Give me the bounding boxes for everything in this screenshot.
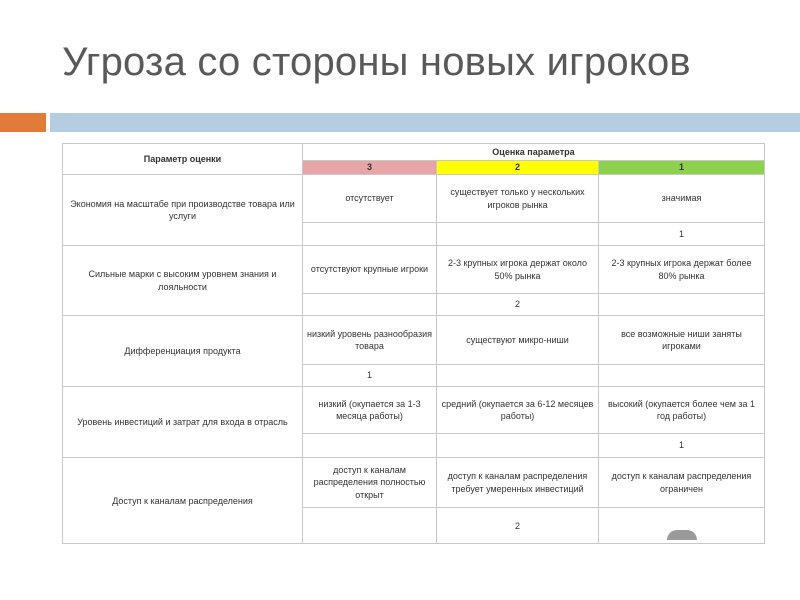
criterion-cell-2: доступ к каналам распределения требует умеренных инвестиций <box>437 458 599 508</box>
mark-cell-1 <box>599 294 765 316</box>
table-row <box>63 175 765 223</box>
criterion-cell-1: доступ к каналам распределения ограничен <box>599 458 765 508</box>
mark-cell-3 <box>303 294 437 316</box>
mark-cell-1 <box>599 508 765 544</box>
criterion-cell-2: 2-3 крупных игрока держат около 50% рынка <box>437 246 599 294</box>
criterion-cell-1: 2-3 крупных игрока держат более 80% рынка <box>599 246 765 294</box>
criterion-cell-3: отсутствует <box>303 175 437 223</box>
mark-cell-2 <box>437 223 599 246</box>
criterion-cell-3: низкий уровень разнообразия товара <box>303 316 437 365</box>
criterion-cell-3: доступ к каналам распределения полностью открыт <box>303 458 437 508</box>
criterion-cell-2: существуют микро-ниши <box>437 316 599 365</box>
mark-cell-2 <box>437 365 599 387</box>
eval-header: Оценка параметра <box>303 144 765 161</box>
partial-circle-icon <box>667 530 697 540</box>
accent-bar-blue <box>50 113 800 132</box>
score-header-2: 2 <box>437 161 599 175</box>
score-header-3: 3 <box>303 161 437 175</box>
mark-cell-3 <box>303 508 437 544</box>
accent-bar-orange <box>0 113 46 132</box>
mark-cell-3 <box>303 434 437 458</box>
criterion-cell-1: высокий (окупается более чем за 1 год работы) <box>599 387 765 434</box>
mark-cell-1: 1 <box>599 223 765 246</box>
table-row <box>63 458 765 508</box>
param-cell: Доступ к каналам распределения <box>63 458 303 544</box>
mark-cell-3 <box>303 223 437 246</box>
criterion-cell-2: средний (окупается за 6-12 месяцев работы) <box>437 387 599 434</box>
mark-cell-2: 2 <box>437 508 599 544</box>
criterion-cell-2: существует только у нескольких игроков рынка <box>437 175 599 223</box>
param-cell: Сильные марки с высоким уровнем знания и лояльности <box>63 246 303 316</box>
mark-cell-2: 2 <box>437 294 599 316</box>
score-header-1: 1 <box>599 161 765 175</box>
table-row <box>63 246 765 294</box>
criterion-cell-1: значимая <box>599 175 765 223</box>
criterion-cell-3: отсутствуют крупные игроки <box>303 246 437 294</box>
mark-cell-3: 1 <box>303 365 437 387</box>
mark-cell-2 <box>437 434 599 458</box>
mark-cell-1 <box>599 365 765 387</box>
criterion-cell-1: все возможные ниши заняты игроками <box>599 316 765 365</box>
param-cell: Экономия на масштабе при производстве товара или услуги <box>63 175 303 246</box>
param-cell: Дифференциация продукта <box>63 316 303 387</box>
param-cell: Уровень инвестиций и затрат для входа в отрасль <box>63 387 303 458</box>
mark-cell-1: 1 <box>599 434 765 458</box>
slide-title: Угроза со стороны новых игроков <box>62 40 691 84</box>
table-row <box>63 316 765 365</box>
table-row <box>63 387 765 434</box>
evaluation-table <box>62 143 765 544</box>
criterion-cell-3: низкий (окупается за 1-3 месяца работы) <box>303 387 437 434</box>
param-header: Параметр оценки <box>63 144 303 175</box>
